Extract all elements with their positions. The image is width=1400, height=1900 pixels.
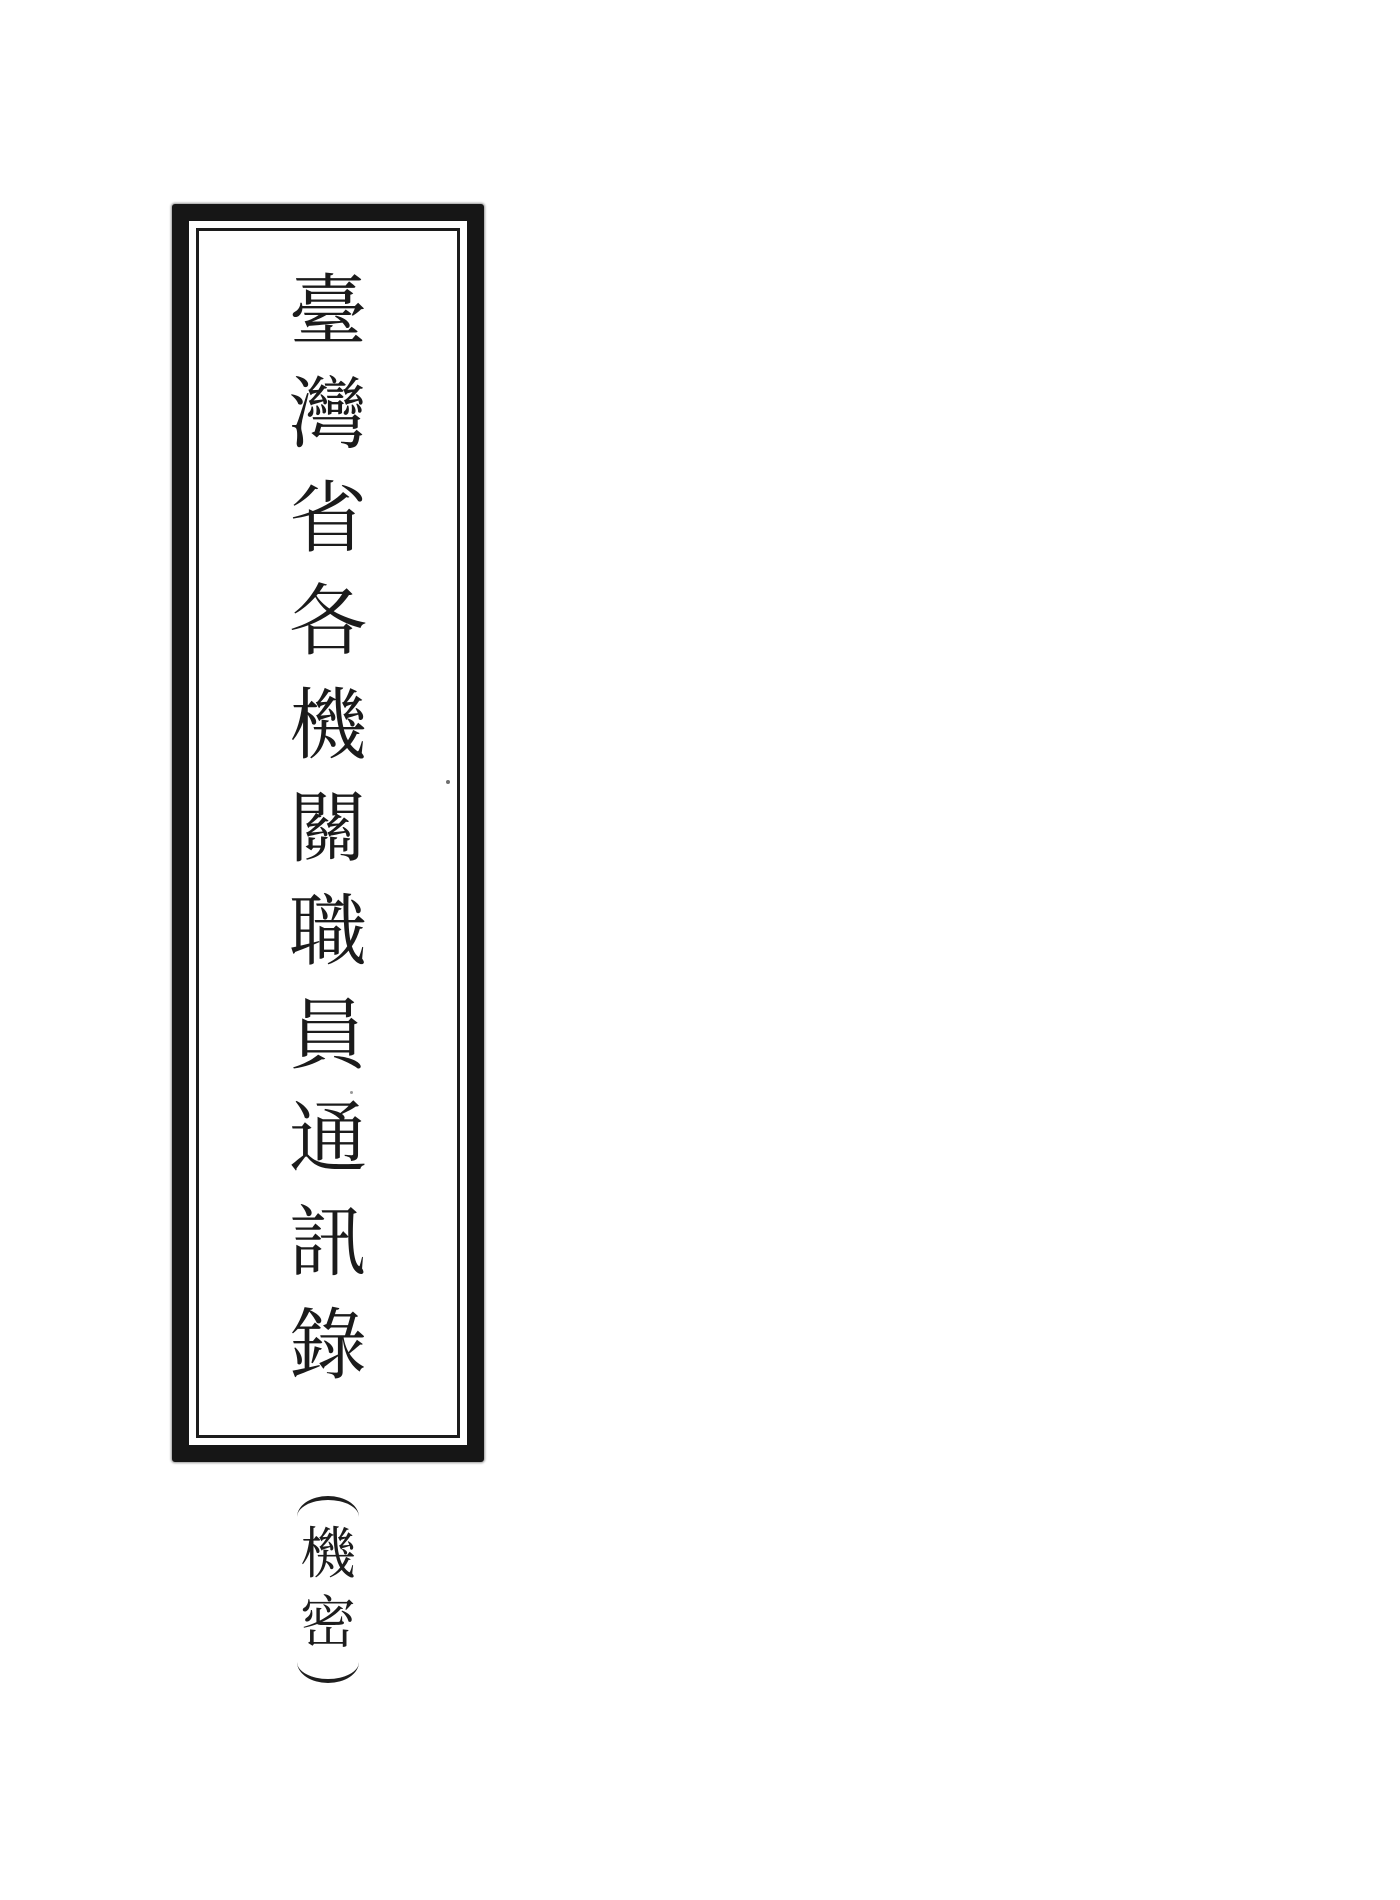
title-char: 關: [288, 783, 367, 874]
title-border-frame: [172, 204, 484, 1462]
vertical-paren-close-icon: [297, 1662, 359, 1683]
title-char: 錄: [288, 1300, 367, 1391]
classification-label: [297, 1496, 359, 1683]
title-char: 省: [288, 473, 367, 564]
title-char: 灣: [288, 370, 367, 461]
classification-char: 密: [300, 1591, 356, 1656]
title-char: 機: [288, 680, 367, 771]
title-char: 職: [288, 887, 367, 978]
title-char: 員: [288, 990, 367, 1081]
vertical-paren-open-icon: [297, 1496, 359, 1517]
scan-speck: [350, 1091, 353, 1094]
title-char: 各: [288, 577, 367, 668]
classification-char: 機: [300, 1522, 356, 1587]
book-title-vertical: [288, 267, 367, 1391]
scan-speck: [446, 780, 450, 784]
title-char: 臺: [288, 267, 367, 357]
title-char: 通: [288, 1094, 367, 1185]
title-char: 訊: [288, 1197, 367, 1288]
title-frame-inner-rule: [196, 228, 460, 1438]
